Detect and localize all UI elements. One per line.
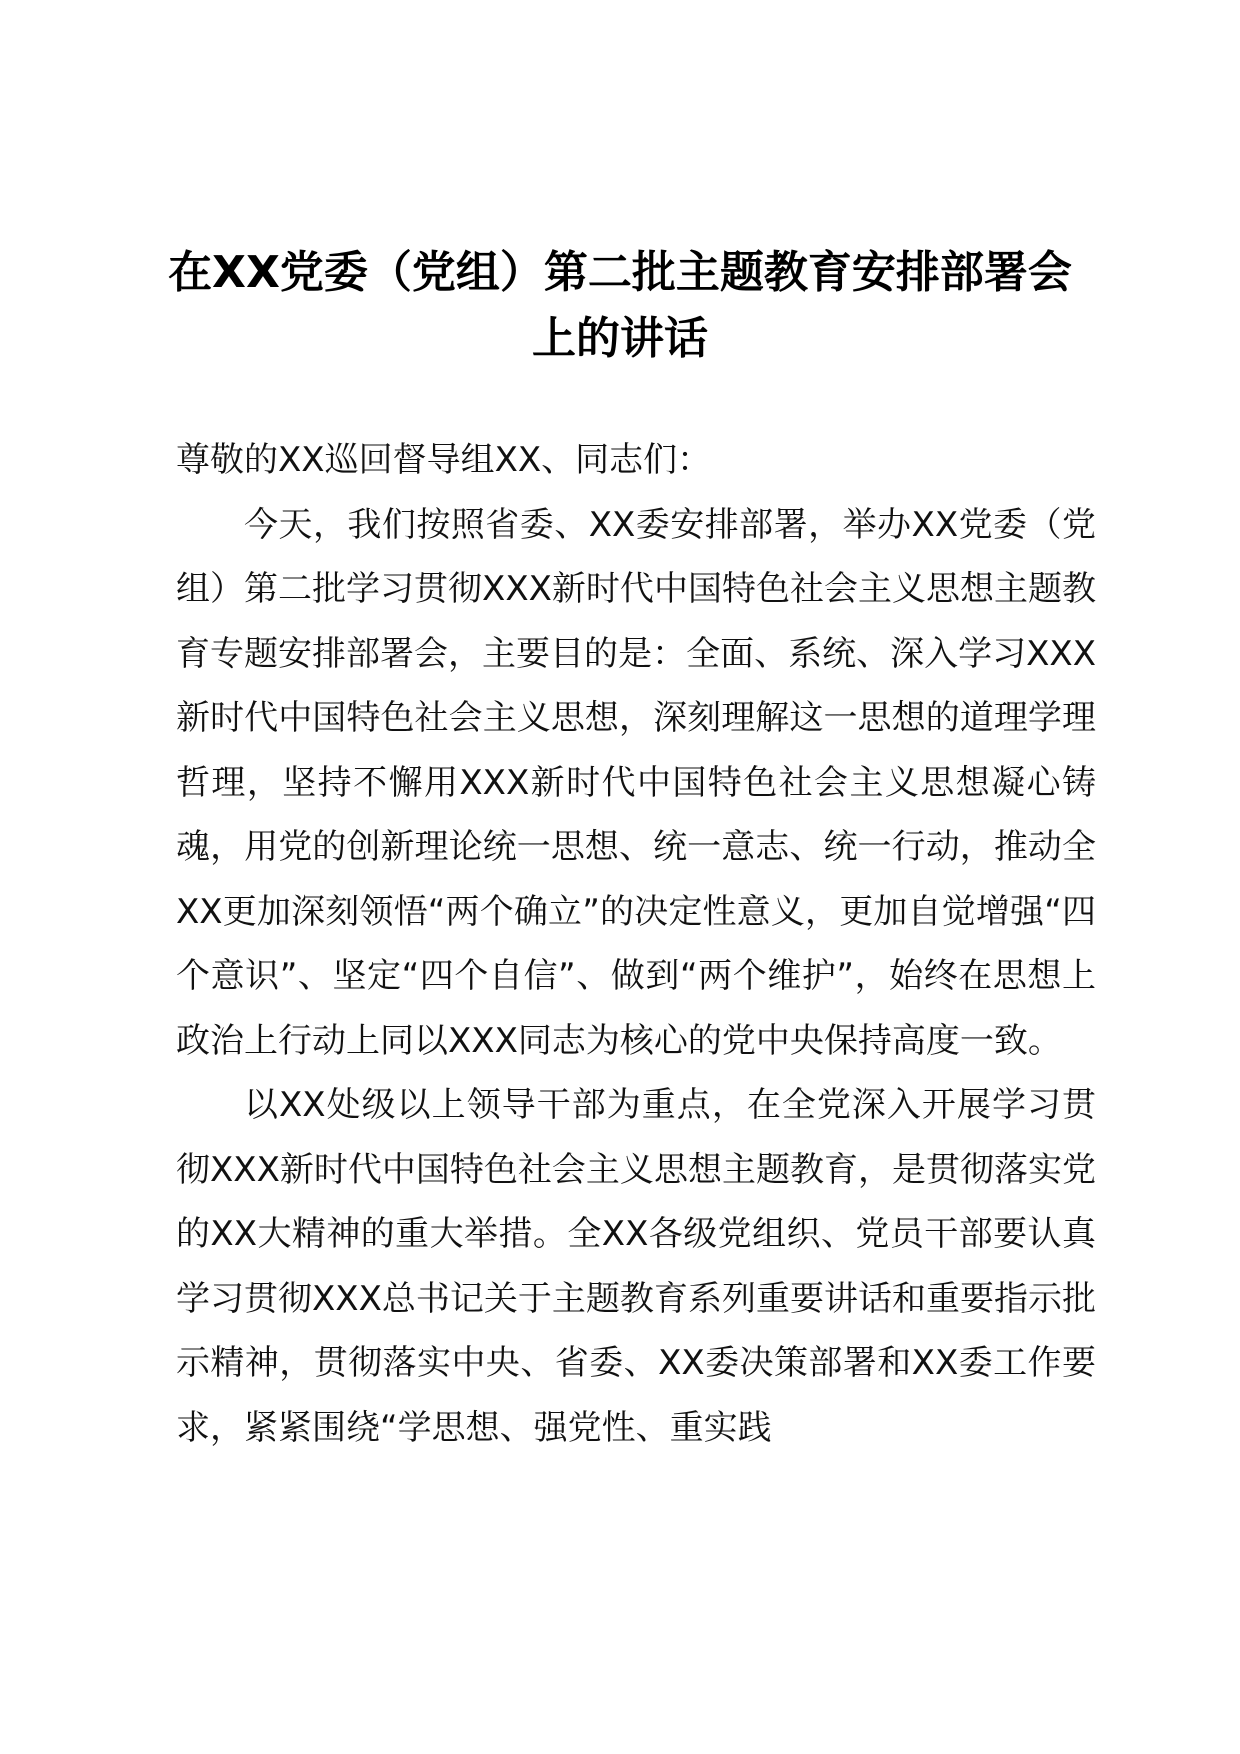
document-body	[176, 428, 1096, 1460]
body-paragraph-1: 今天，我们按照省委、XX委安排部署，举办XX党委（党组）第二批学习贯彻XXX新时代中国特色社会主义思想主题教育专题安排部署会，主要目的是：全面、系统、深入学习XXX新时代中国特色社会主义思想，深刻理解这一思想的道理学理哲理，坚持不懈用XXX新时代中国特色社会主义思想凝心铸魂，用党的创新理论统一思想、统一意志、统一行动，推动全XX更加深刻领悟“两个确立”的决定性意义，更加自觉增强“四个意识”、坚定“四个自信”、做到“两个维护”，始终在思想上政治上行动上同以XXX同志为核心的党中央保持高度一致。	[176, 504, 1096, 1061]
document-title: 在XX党委（党组）第二批主题教育安排部署会上的讲话	[168, 247, 1072, 364]
salutation: 尊敬的XX巡回督导组XX、同志们：	[176, 440, 712, 480]
body-paragraph-2: 以XX处级以上领导干部为重点，在全党深入开展学习贯彻XXX新时代中国特色社会主义思想主题教育，是贯彻落实党的XX大精神的重大举措。全XX各级党组织、党员干部要认真学习贯彻XXX总书记关于主题教育系列重要讲话和重要指示批示精神，贯彻落实中央、省委、XX委决策部署和XX委工作要求，紧紧围绕“学思想、强党性、重实践	[176, 1085, 1096, 1448]
